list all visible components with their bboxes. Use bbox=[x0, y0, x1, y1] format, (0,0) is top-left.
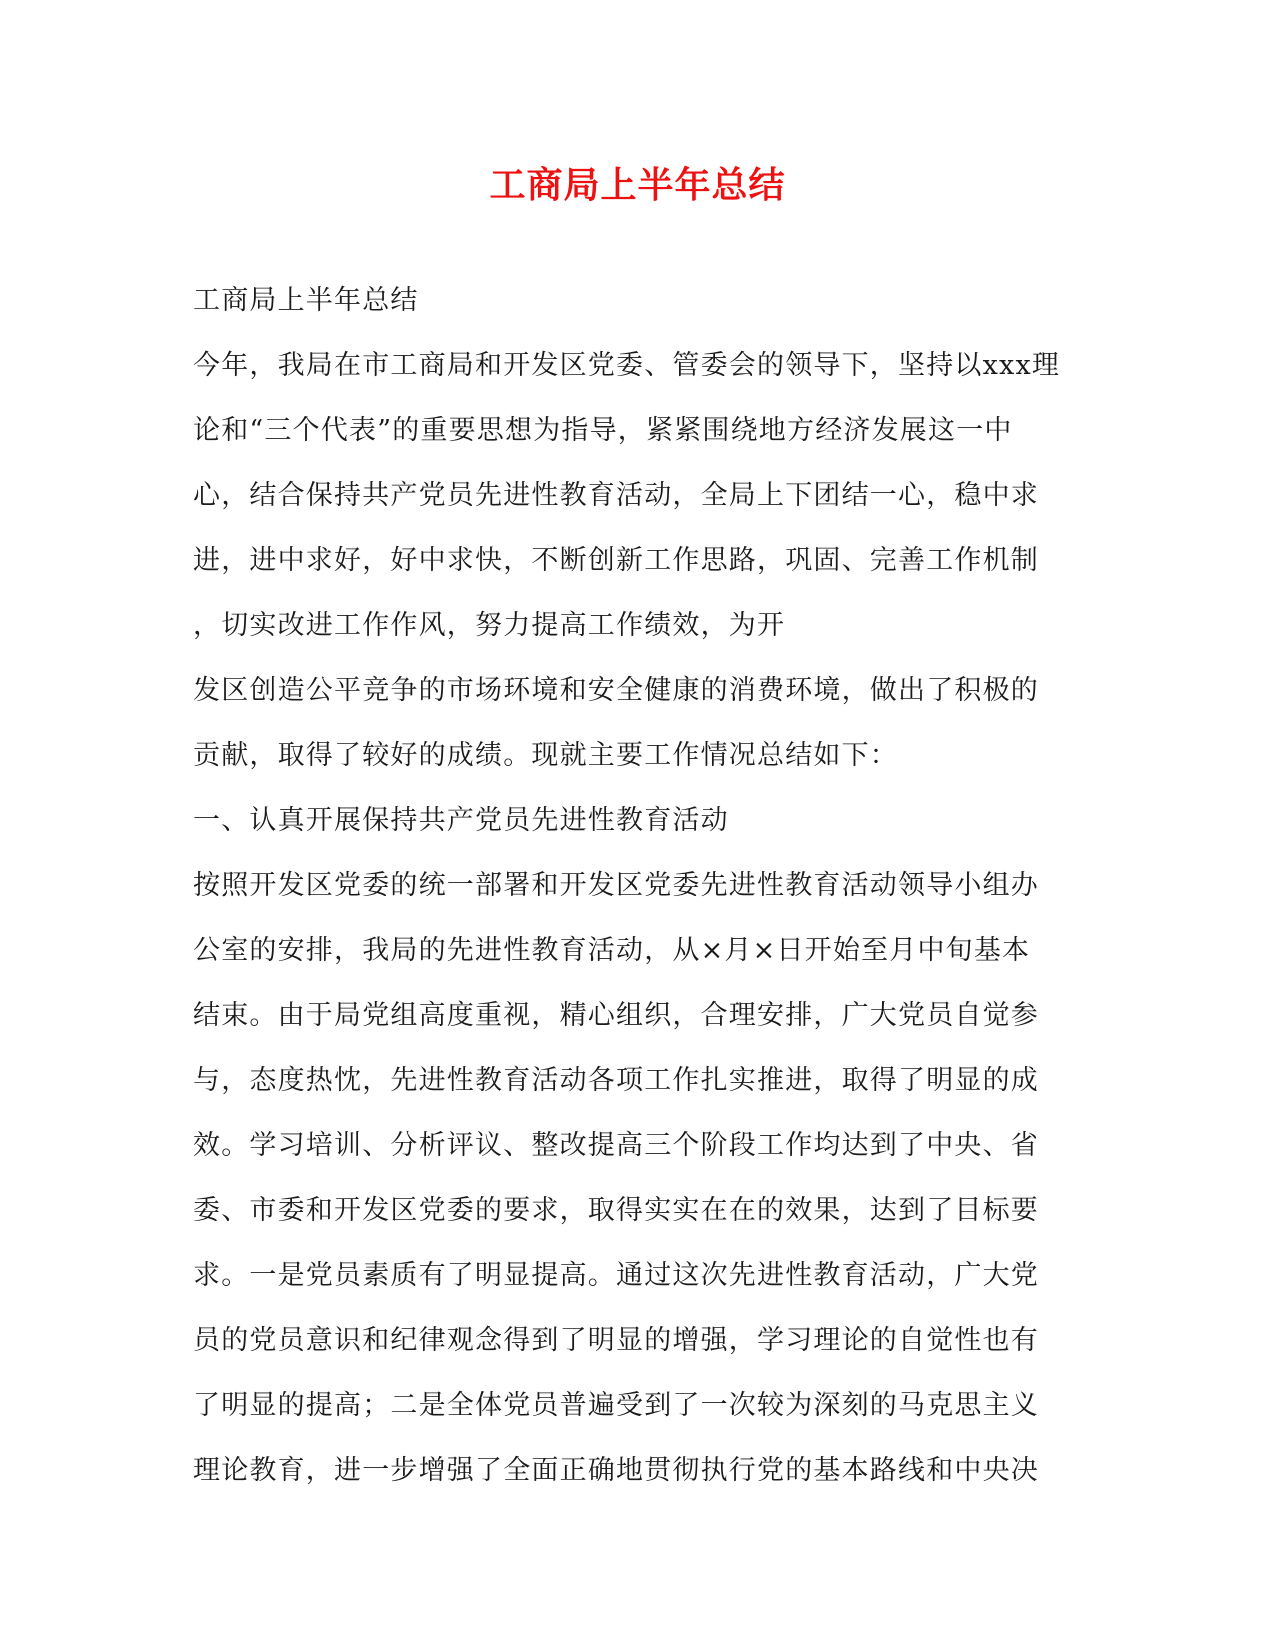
body-line: 求。一是党员素质有了明显提高。通过这次先进性教育活动，广大党 bbox=[193, 1260, 1039, 1291]
body-line: 与，态度热忱，先进性教育活动各项工作扎实推进，取得了明显的成 bbox=[193, 1065, 1039, 1096]
body-line: ，切实改进工作作风，努力提高工作绩效，为开 bbox=[193, 610, 786, 641]
body-line: 理论教育，进一步增强了全面正确地贯彻执行党的基本路线和中央决 bbox=[193, 1455, 1039, 1486]
body-line: 了明显的提高；二是全体党员普遍受到了一次较为深刻的马克思主义 bbox=[193, 1390, 1039, 1421]
document-title: 工商局上半年总结 bbox=[489, 164, 786, 206]
body-line: 今年，我局在市工商局和开发区党委、管委会的领导下，坚持以xxx理 bbox=[193, 350, 1061, 381]
body-line: 发区创造公平竞争的市场环境和安全健康的消费环境，做出了积极的 bbox=[193, 675, 1039, 706]
body-line-subtitle: 工商局上半年总结 bbox=[193, 285, 419, 316]
body-line: 效。学习培训、分析评议、整改提高三个阶段工作均达到了中央、省 bbox=[193, 1130, 1039, 1161]
body-line: 公室的安排，我局的先进性教育活动，从×月×日开始至月中旬基本 bbox=[193, 935, 1031, 966]
body-line: 结束。由于局党组高度重视，精心组织，合理安排，广大党员自觉参 bbox=[193, 1000, 1039, 1031]
body-line: 进，进中求好，好中求快，不断创新工作思路，巩固、完善工作机制 bbox=[193, 545, 1039, 576]
body-line: 员的党员意识和纪律观念得到了明显的增强，学习理论的自觉性也有 bbox=[193, 1325, 1039, 1356]
document-body bbox=[193, 281, 1093, 1516]
section-heading: 一、认真开展保持共产党员先进性教育活动 bbox=[193, 805, 729, 836]
body-line: 贡献，取得了较好的成绩。现就主要工作情况总结如下： bbox=[193, 740, 898, 771]
body-line: 委、市委和开发区党委的要求，取得实实在在的效果，达到了目标要 bbox=[193, 1195, 1039, 1226]
body-line: 按照开发区党委的统一部署和开发区党委先进性教育活动领导小组办 bbox=[193, 870, 1039, 901]
body-line: 心，结合保持共产党员先进性教育活动，全局上下团结一心，稳中求 bbox=[193, 480, 1039, 511]
body-line: 论和“三个代表”的重要思想为指导，紧紧围绕地方经济发展这一中 bbox=[193, 415, 1013, 446]
